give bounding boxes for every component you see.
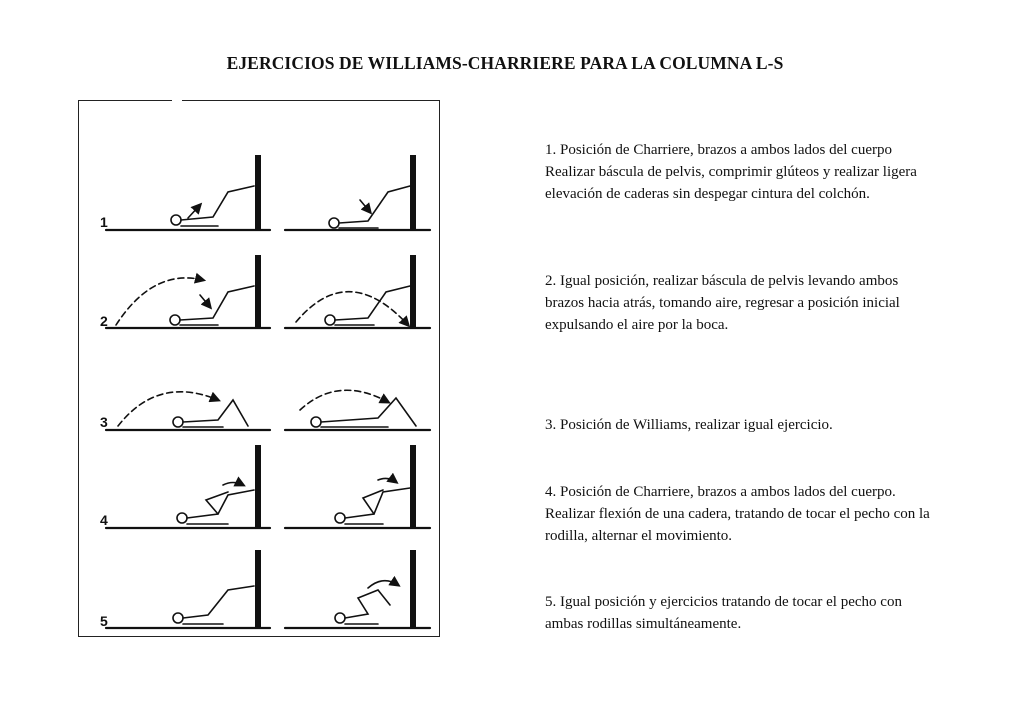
step-1-text: 1. Posición de Charriere, brazos a ambos lados del cuerpo Realizar báscula de pelvis, comprimir glúteos y realizar ligera elevación de caderas sin despegar cintura del colchón.	[545, 142, 917, 202]
row-4-drawings	[106, 445, 430, 529]
exercise-illustration	[78, 100, 440, 637]
row-number-3: 3	[100, 414, 108, 430]
step-4-text: 4. Posición de Charriere, brazos a ambos lados del cuerpo. Realizar flexión de una cadera, tratando de tocar el pecho con la rodilla, alternar el movimiento.	[545, 484, 930, 544]
step-2-text: 2. Igual posición, realizar báscula de pelvis levando ambos brazos hacia atrás, tomando aire, regresar a posición inicial expulsando el aire por la boca.	[545, 273, 900, 333]
row-5-drawings	[106, 550, 430, 629]
row-number-1: 1	[100, 214, 108, 230]
row-number-2: 2	[100, 313, 108, 329]
row-number-5: 5	[100, 613, 108, 629]
exercise-drawing	[78, 100, 440, 637]
row-1-drawings	[106, 155, 430, 231]
row-3-drawings	[106, 390, 430, 430]
row-2-drawings	[106, 255, 430, 329]
step-5-text: 5. Igual posición y ejercicios tratando de tocar el pecho con ambas rodillas simultáneamente.	[545, 594, 902, 632]
page-title: EJERCICIOS DE WILLIAMS-CHARRIERE PARA LA COLUMNA L-S	[226, 53, 784, 73]
step-3-text: 3. Posición de Williams, realizar igual ejercicio.	[545, 417, 833, 433]
row-number-4: 4	[100, 512, 108, 528]
